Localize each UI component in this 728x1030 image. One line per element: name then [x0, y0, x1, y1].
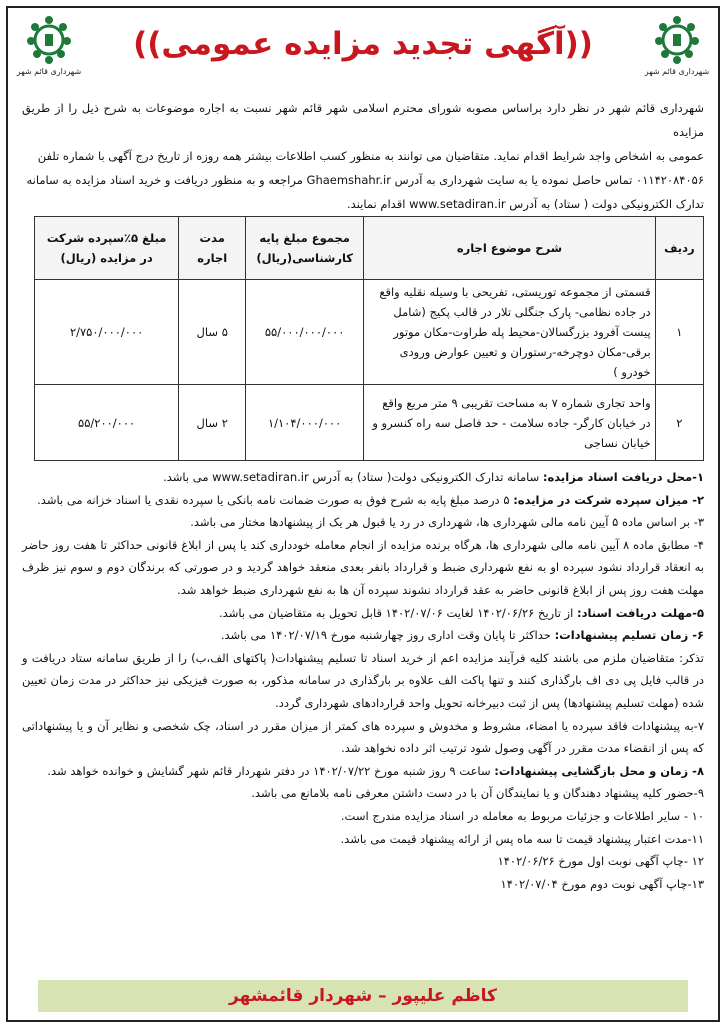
logo-caption: شهرداری قائم شهر [16, 67, 82, 76]
term-item: ۱۰ - سایر اطلاعات و جزئیات مربوط به معامله در اسناد مزایده مندرج است. [340, 808, 704, 823]
signature-banner: کاظم علیپور – شهردار قائمشهر [38, 980, 688, 1012]
cell-base-price: ۱/۱۰۴/۰۰۰/۰۰۰ [246, 385, 364, 461]
cell-description: واحد تجاری شماره ۷ به مساحت تقریبی ۹ متر مربع واقع در خیابان کارگر- جاده سلامت - حد فاصل سه راه کنسرو و خیابان نساجی [364, 385, 655, 461]
municipality-logo-right [644, 14, 710, 84]
term-text: ساعت ۹ روز شنبه مورخ ۱۴۰۲/۰۷/۲۲ در دفتر شهردار قائم شهر گشایش و خوانده خواهد شد. [47, 763, 491, 778]
cell-term: ۵ سال [179, 280, 246, 385]
term-item: ۱۱-مدت اعتبار پیشنهاد قیمت تا سه ماه پس از ارائه پیشنهاد قیمت می باشد. [340, 831, 704, 846]
term-item [22, 489, 704, 512]
table-header-row [35, 217, 704, 280]
term-item: ۹-حضور کلیه پیشنهاد دهندگان و یا نمایندگان آن با در دست داشتن معرفی نامه بلامانع می باشد. [251, 786, 704, 801]
cell-term: ۲ سال [179, 385, 246, 461]
term-item [22, 466, 704, 489]
term-item: ۱۲ -چاپ آگهی نوبت اول مورخ ۱۴۰۲/۰۶/۲۶ [497, 854, 704, 869]
term-label: ۸- زمان و محل بازگشایی پیشنهادات: [494, 763, 704, 778]
term-text: سامانه تدارک الکترونیکی دولت( ستاد) به آدرس www.setadiran.ir می باشد. [163, 470, 540, 484]
cell-deposit: ۵۵/۲۰۰/۰۰۰ [35, 385, 179, 461]
intro-line: ۰۱۱۴۲۰۸۴۰۵۶ تماس حاصل نموده یا به سایت شهرداری به آدرس Ghaemshahr.ir مراجعه و به منظور دریافت و خرید اسناد مزایده به سامانه [26, 173, 704, 187]
municipality-logo-icon [25, 14, 73, 66]
term-item [22, 624, 704, 647]
note-item: تذکر: متقاضیان ملزم می باشند کلیه فرآیند مزایده اعم از خرید اسناد تا تسلیم پیشنهادات( پاکتهای الف،ب) را از طریق سامانه ستاد دریافت و در قالب فایل پی دی اف بارگذاری کنند و تنها پاکت الف علاوه بر بارگذاری در سامانه مذکور، به صورت فیزیکی نیز حداکثر در مدت زمان تعیین شده (مهلت تسلیم پیشنهادها) پس از ثبت دبیرخانه تحویل واحد قراردادهای شهرداری گردد. [22, 650, 704, 710]
term-item [22, 602, 704, 625]
term-item: ۱۳-چاپ آگهی نوبت دوم مورخ ۱۴۰۲/۰۷/۰۴ [500, 876, 704, 891]
col-header-base-price: مجموع مبلغ پایه کارشناسی(ریال) [246, 217, 364, 280]
page-title: ((آگهی تجدید مزایده عمومی)) [133, 26, 593, 62]
header [8, 8, 718, 96]
term-text: ۵ درصد مبلغ پایه به شرح فوق به صورت ضمانت نامه بانکی یا سپرده نقدی یا اسناد خزانه می باشد. [37, 492, 510, 507]
intro-paragraph [22, 96, 704, 216]
col-header-term: مدت اجاره [179, 217, 246, 280]
intro-line: شهرداری قائم شهر در نظر دارد براساس مصوبه شورای محترم اسلامی شهر قائم شهر نسبت به اجاره موضوعات به شرح ذیل را از طریق مزایده [22, 101, 704, 139]
term-item: ۷-به پیشنهادات فاقد سپرده یا امضاء، مشروط و مخدوش و سپرده های کمتر از میزان مقرر در اسناد، چک شخصی و نظایر آن و یا پیشنهاداتی که پس از انقضاء مدت مقرر در آگهی وصول شود ترتیب اثر داده نخواهد شد. [22, 718, 704, 756]
municipality-logo-icon [653, 14, 701, 66]
term-item [22, 760, 704, 783]
lease-items-table [34, 216, 704, 461]
intro-line: عمومی به اشخاص واجد شرایط اقدام نماید. متقاضیان می توانند به منظور کسب اطلاعات بیشتر همه روزه از تاریخ درج آگهی با شماره تلفن [37, 149, 704, 163]
table-row [35, 280, 704, 385]
logo-caption: شهرداری قائم شهر [644, 67, 710, 76]
term-label: ۱-محل دریافت اسناد مزایده: [542, 470, 704, 484]
intro-line: تدارک الکترونیکی دولت ( ستاد) به آدرس www.setadiran.ir اقدام نمایند. [347, 197, 704, 211]
col-header-deposit: مبلغ ۵٪سپرده شرکت در مزایده (ریال) [35, 217, 179, 280]
col-header-row-number: ردیف [655, 217, 703, 280]
cell-description: قسمتی از مجموعه توریستی، تفریحی با وسیله نقلیه واقع در جاده نظامی- پارک جنگلی تلار در قالب پکیج (شامل پیست آفرود بزرگسالان-محیط پله طراوت-مکان موتور برقی-مکان دوچرخه-رستوران و تعیین عوارض ورودی خودرو ) [364, 280, 655, 385]
table-row [35, 385, 704, 461]
term-text: از تاریخ ۱۴۰۲/۰۶/۲۶ لغایت ۱۴۰۲/۰۷/۰۶ قابل تحویل به متقاضیان می باشد. [219, 605, 574, 620]
advertisement-page [6, 6, 720, 1022]
term-item: ۴- مطابق ماده ۸ آیین نامه مالی شهرداری ها، هرگاه برنده مزایده از انجام معامله خودداری کند یا پس از ابلاغ قانونی حداکثر تا هفت روز حاضر به انعقاد قرارداد نشود سپرده او به نفع شهرداری ضبط و قرارداد بانفر بعدی منعقد خواهد گردید و در صورتی که برندگان دوم و سوم نیز ظرف مهلت هفت روز پس از ابلاغ قانونی حاضر به عقد قرارداد نشوند سپرده آن ها به نفع شهرداری ضبط خواهد شد. [22, 537, 704, 597]
cell-row-number: ۱ [655, 280, 703, 385]
terms-list [22, 466, 704, 895]
col-header-description: شرح موضوع اجاره [364, 217, 655, 280]
term-text: حداکثر تا پایان وقت اداری روز چهارشنبه مورخ ۱۴۰۲/۰۷/۱۹ می باشد. [220, 628, 551, 643]
municipality-logo-left [16, 14, 82, 84]
cell-row-number: ۲ [655, 385, 703, 461]
term-label: ۲- میزان سپرده شرکت در مزایده: [513, 492, 704, 507]
term-label: ۶- زمان تسلیم پیشنهادات: [554, 628, 704, 643]
cell-deposit: ۲/۷۵۰/۰۰۰/۰۰۰ [35, 280, 179, 385]
term-item: ۳- بر اساس ماده ۵ آیین نامه مالی شهرداری ها، شهرداری در رد یا قبول هر یک از پیشنهادها مختار می باشد. [190, 515, 704, 530]
term-label: ۵-مهلت دریافت اسناد: [576, 605, 704, 620]
cell-base-price: ۵۵/۰۰۰/۰۰۰/۰۰۰ [246, 280, 364, 385]
